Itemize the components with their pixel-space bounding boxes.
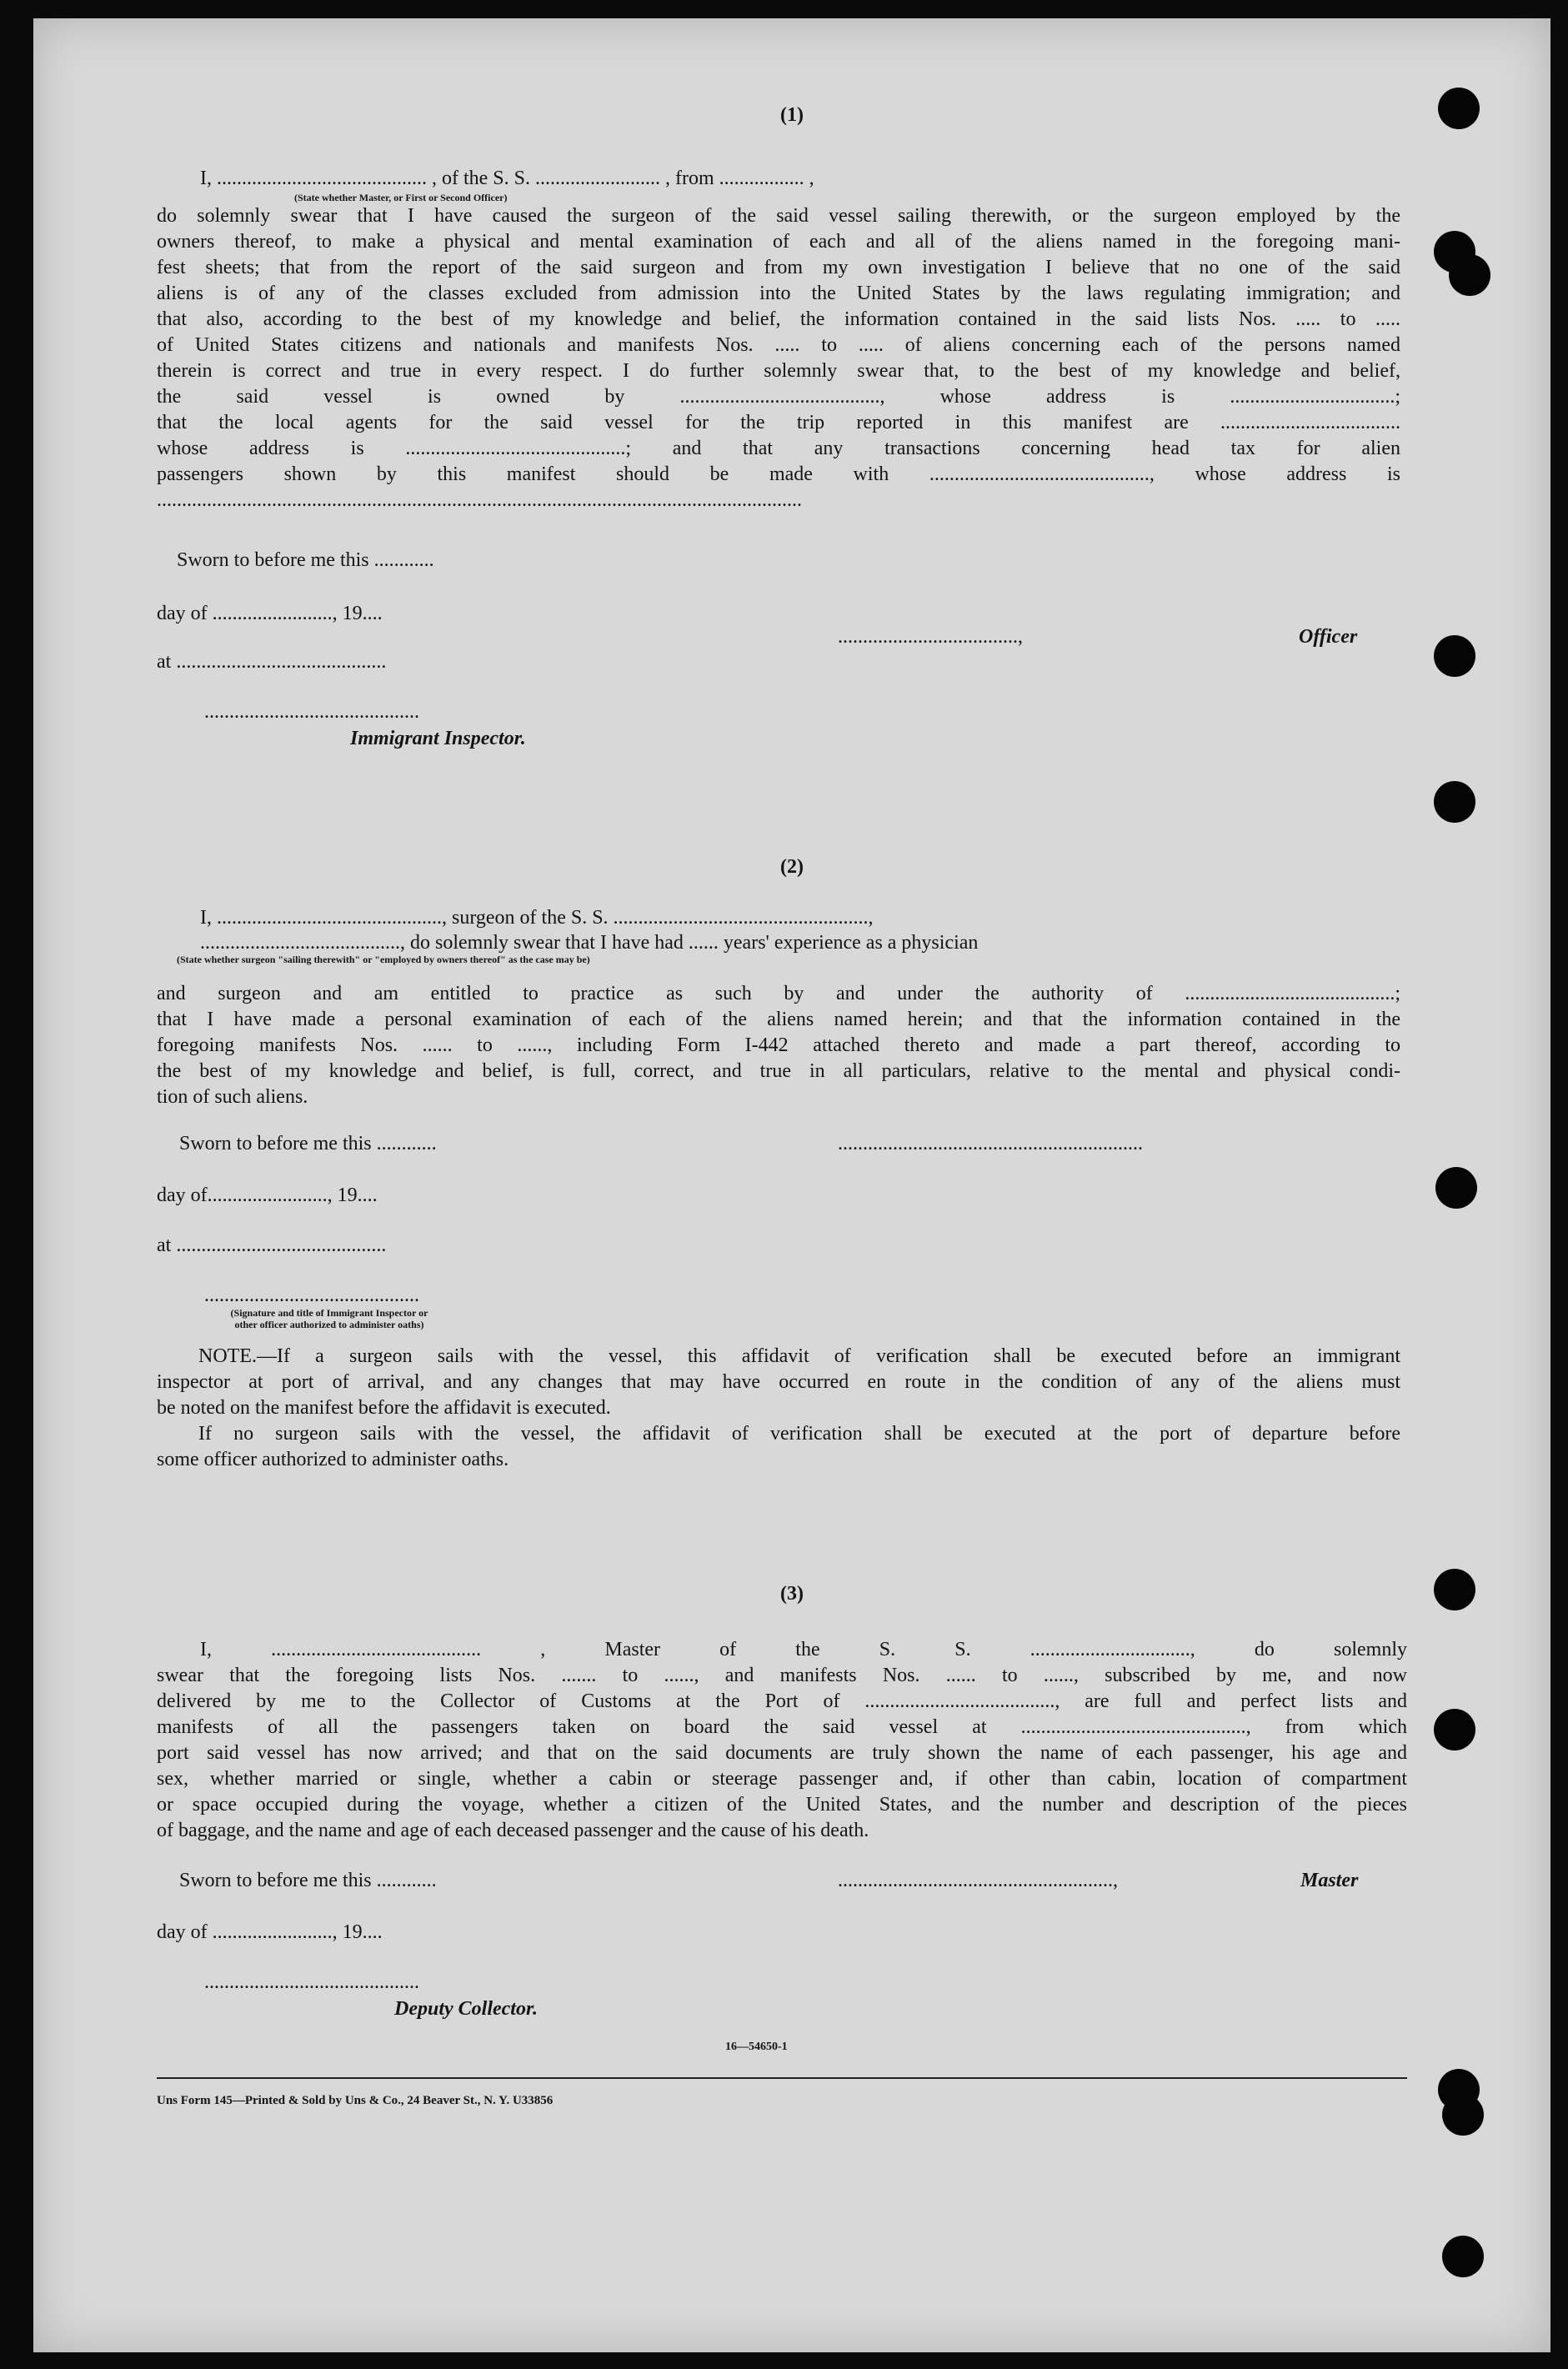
punch-hole (1438, 88, 1480, 129)
section-2-signature-dots: ........................................... (204, 1285, 419, 1306)
oath-line: passengers shown by this manifest should be made with ............................................, whose address is (157, 463, 1400, 485)
oath-line: fest sheets; that from the report of the said surgeon and from my own investigation I believe that no one of the said (157, 257, 1400, 278)
section-1-officer-note: (State whether Master, or First or Second Officer) (294, 192, 508, 203)
oath-line: port said vessel has now arrived; and that on the said documents are truly shown the name of each passenger, his age and (157, 1742, 1407, 1764)
oath-line: therein is correct and true in every respect. I do further solemnly swear that, to the best of my knowledge and belief, (157, 360, 1400, 382)
section-1-officer-label: Officer (1299, 626, 1358, 648)
oath-line: delivered by me to the Collector of Customs at the Port of ......................................, are full and perfect lists and (157, 1690, 1407, 1712)
section-1-officer-line: ...................................., (838, 626, 1023, 648)
section-3-sworn: Sworn to before me this ............ (179, 1870, 437, 1891)
section-2-sworn: Sworn to before me this ............ (179, 1133, 437, 1154)
punch-hole (1442, 2236, 1484, 2277)
section-2-second-line: ........................................, do solemnly swear that I have had ...... years' experience as a physician (200, 932, 979, 954)
section-2-day: day of........................, 19.... (157, 1184, 378, 1206)
section-1-inspector-dots: ........................................... (204, 701, 419, 723)
oath-line: whose address is ............................................; and that any transactions concerning head tax for alien (157, 438, 1400, 459)
punch-hole (1434, 781, 1475, 823)
section-2-at: at .......................................... (157, 1235, 387, 1256)
section-2-signature-line: ............................................................. (838, 1133, 1143, 1154)
oath-line: swear that the foregoing lists Nos. ....... to ......, and manifests Nos. ...... to ......, subscribed by me, and now (157, 1665, 1407, 1686)
section-2-number: (2) (780, 856, 804, 878)
punch-hole (1435, 1167, 1477, 1209)
document-page (33, 18, 1550, 2352)
section-3-master-label: Master (1300, 1870, 1359, 1891)
section-1-first-line: I, .......................................... , of the S. S. ......................... , from ................. , (200, 168, 814, 189)
section-1-at: at .......................................... (157, 651, 387, 673)
section-3-collector-label: Deputy Collector. (394, 1998, 538, 2020)
section-2-first-line: I, ............................................., surgeon of the S. S. ..................................................., (200, 907, 874, 929)
oath-line: of United States citizens and nationals and manifests Nos. ..... to ..... of aliens concerning each of the persons named (157, 334, 1400, 356)
oath-line: I, .......................................... , Master of the S. S. ................................, do solemnly (200, 1639, 1407, 1660)
section-2-signature-note: other officer authorized to administer oaths) (234, 1319, 424, 1330)
section-1-inspector-label: Immigrant Inspector. (350, 728, 526, 749)
punch-hole (1434, 635, 1475, 677)
section-3-collector-dots: ........................................... (204, 1971, 419, 1993)
section-2-signature-note: (Signature and title of Immigrant Inspector or (230, 1307, 428, 1319)
oath-line: that also, according to the best of my knowledge and belief, the information contained in the said lists Nos. ..... to ..... (157, 308, 1400, 330)
oath-line: manifests of all the passengers taken on board the said vessel at ............................................., from which (157, 1716, 1407, 1738)
punch-hole (1442, 2094, 1484, 2136)
section-2-note-paragraph (157, 1344, 1400, 1473)
oath-line: owners thereof, to make a physical and mental examination of each and all of the aliens named in the foregoing mani- (157, 231, 1400, 253)
section-2-surgeon-note: (State whether surgeon "sailing therewith" or "employed by owners thereof" as the case may be) (177, 954, 590, 965)
punch-hole (1449, 254, 1490, 296)
section-3-oath-paragraph (157, 1637, 1407, 1844)
oath-line: or space occupied during the voyage, whether a citizen of the United States, and the number and description of the pieces (157, 1794, 1407, 1816)
section-1-oath-paragraph (157, 203, 1400, 513)
punch-hole (1434, 1709, 1475, 1750)
section-3-day: day of ........................, 19.... (157, 1921, 383, 1943)
footer-printer: Uns Form 145—Printed & Sold by Uns & Co., 24 Beaver St., N. Y. U33856 (157, 2094, 554, 2107)
oath-line: tion of such aliens. (157, 1086, 308, 1108)
section-2-oath-paragraph (157, 981, 1400, 1110)
oath-line: the said vessel is owned by ........................................, whose address is .................................; (157, 386, 1400, 408)
oath-line: that I have made a personal examination of each of the aliens named herein; and that the information contained in the (157, 1009, 1400, 1030)
section-1-number: (1) (780, 104, 804, 126)
oath-line: of baggage, and the name and age of each deceased passenger and the cause of his death. (157, 1820, 869, 1841)
note-line: If no surgeon sails with the vessel, the affidavit of verification shall be executed at the port of departure before (198, 1423, 1400, 1445)
oath-line: sex, whether married or single, whether a cabin or steerage passenger and, if other than cabin, location of compartment (157, 1768, 1407, 1790)
section-1-sworn: Sworn to before me this ............ (177, 549, 434, 571)
section-3-number: (3) (780, 1583, 804, 1605)
oath-line: aliens is of any of the classes excluded from admission into the United States by the laws regulating immigration; and (157, 283, 1400, 304)
note-line: be noted on the manifest before the affidavit is executed. (157, 1397, 611, 1419)
note-line: inspector at port of arrival, and any changes that may have occurred en route in the condition of any of the aliens must (157, 1371, 1400, 1393)
form-code: 16—54650-1 (725, 2041, 788, 2053)
oath-line: do solemnly swear that I have caused the surgeon of the said vessel sailing therewith, or the surgeon employed by the (157, 205, 1400, 227)
oath-line: foregoing manifests Nos. ...... to ......, including Form I-442 attached thereto and made a part thereof, according to (157, 1034, 1400, 1056)
oath-line: ................................................................................................................................. (157, 489, 802, 511)
oath-line: the best of my knowledge and belief, is full, correct, and true in all particulars, relative to the mental and physical condi- (157, 1060, 1400, 1082)
section-3-master-line: ......................................................., (838, 1870, 1118, 1891)
footer-rule (157, 2077, 1407, 2079)
oath-line: that the local agents for the said vessel for the trip reported in this manifest are .................................... (157, 412, 1400, 433)
oath-line: and surgeon and am entitled to practice as such by and under the authority of ..........................................; (157, 983, 1400, 1004)
section-1-day: day of ........................, 19.... (157, 603, 383, 624)
note-line: NOTE.—If a surgeon sails with the vessel, this affidavit of verification shall be executed before an immigrant (198, 1345, 1400, 1367)
punch-hole (1434, 1569, 1475, 1610)
note-line: some officer authorized to administer oaths. (157, 1449, 509, 1470)
